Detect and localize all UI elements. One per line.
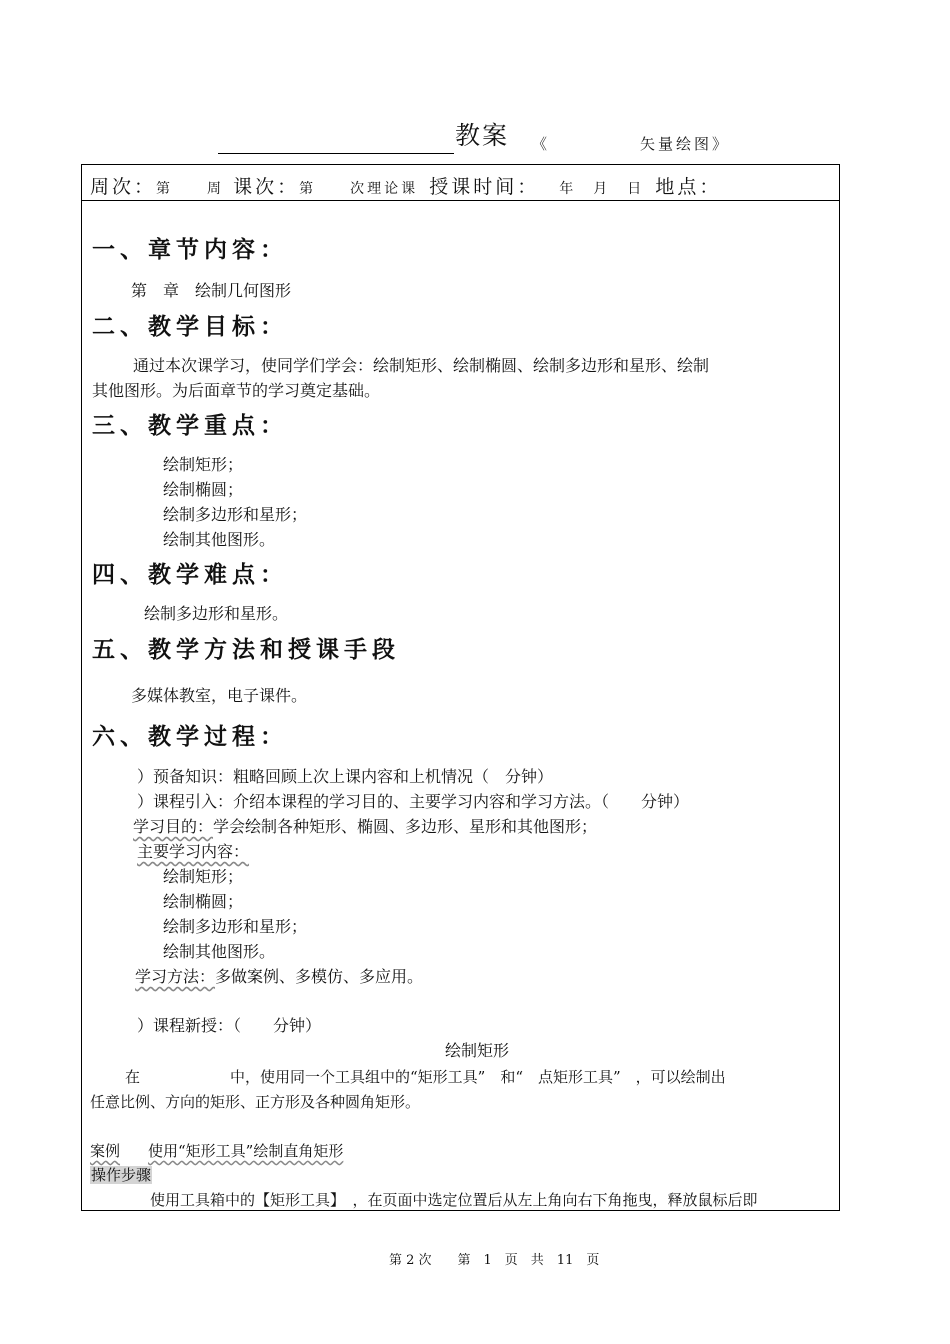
key-point-item: 绘制多边形和星形； <box>163 505 308 524</box>
learning-goal-label: 学习目的： <box>133 817 214 836</box>
content-item: 绘制矩形； <box>163 867 244 886</box>
content-label: 主要学习内容： <box>137 842 250 861</box>
steps-label: 操作步骤 <box>91 1166 152 1184</box>
time-label: 授课时间： <box>429 176 540 198</box>
learning-method-label: 学习方法： <box>135 967 216 986</box>
learning-goal-text: 学会绘制各种矩形、椭圆、多边形、星形和其他图形； <box>213 817 598 836</box>
step-text: 使用工具箱中的【矩形工具】 ，在页面中选定位置后从左上角向右下角拖曳，释放鼠标后即 <box>150 1191 758 1209</box>
learning-method-text: 多做案例、多模仿、多应用。 <box>215 967 424 986</box>
section-heading-process: 六、教学过程： <box>92 724 288 750</box>
week-label: 周次： <box>90 176 157 198</box>
methods-text: 多媒体教室，电子课件。 <box>131 686 308 705</box>
key-point-item: 绘制矩形； <box>163 455 244 474</box>
goals-line-1: 通过本次课学习，使同学们学会：绘制矩形、绘制椭圆、绘制多边形和星形、绘制 <box>133 356 710 375</box>
section-heading-difficulties: 四、教学难点： <box>92 562 288 588</box>
steps-heading <box>90 1164 152 1185</box>
body-line-2: 任意比例、方向的矩形、正方形及各种圆角矩形。 <box>90 1093 421 1111</box>
key-point-item: 绘制其他图形。 <box>163 530 276 549</box>
process-new-content: ）课程新授：（ 分钟） <box>137 1016 322 1035</box>
body-line-1: 在 中，使用同一个工具组中的“矩形工具” 和“ 点矩形工具” ，可以绘制出 <box>125 1068 726 1086</box>
week-value: 第 周 <box>156 181 225 197</box>
section-heading-key-points: 三、教学重点： <box>92 413 288 439</box>
page-footer: 第 2 次 第 1 页 共 11 页 <box>389 1253 600 1268</box>
place-label: 地点： <box>655 176 722 198</box>
case-text: 使用“矩形工具”绘制直角矩形 <box>148 1142 344 1160</box>
case-line <box>90 1140 343 1161</box>
difficulty-text: 绘制多边形和星形。 <box>144 604 289 623</box>
process-preparation: ）预备知识：粗略回顾上次上课内容和上机情况（ 分钟） <box>137 767 554 786</box>
time-value: 年 月 日 <box>559 181 645 197</box>
section-heading-methods: 五、教学方法和授课手段 <box>92 637 400 663</box>
info-row <box>90 172 721 199</box>
section-heading-goals: 二、教学目标： <box>92 314 288 340</box>
process-introduction: ）课程引入：介绍本课程的学习目的、主要学习内容和学习方法。（ 分钟） <box>137 792 690 811</box>
goals-line-2: 其他图形。为后面章节的学习奠定基础。 <box>92 381 381 400</box>
content-item: 绘制椭圆； <box>163 892 244 911</box>
lesson-value: 第 次理论课 <box>299 181 419 197</box>
content-item: 绘制多边形和星形； <box>163 917 308 936</box>
key-point-item: 绘制椭圆； <box>163 480 244 499</box>
document-title: 教案 <box>455 121 510 150</box>
case-label: 案例 <box>90 1142 121 1160</box>
learning-goal <box>133 814 597 837</box>
chapter-content: 第 章 绘制几何图形 <box>131 281 292 300</box>
learning-content-label <box>137 839 249 862</box>
header-row-divider <box>81 200 839 201</box>
course-name: 《 矢量绘图》 <box>532 135 731 153</box>
learning-method <box>135 964 423 987</box>
lesson-label: 课次： <box>233 176 300 198</box>
section-heading-chapter: 一、章节内容： <box>92 237 288 263</box>
content-item: 绘制其他图形。 <box>163 942 276 961</box>
subsection-title: 绘制矩形 <box>445 1041 510 1060</box>
title-underline <box>218 153 454 154</box>
